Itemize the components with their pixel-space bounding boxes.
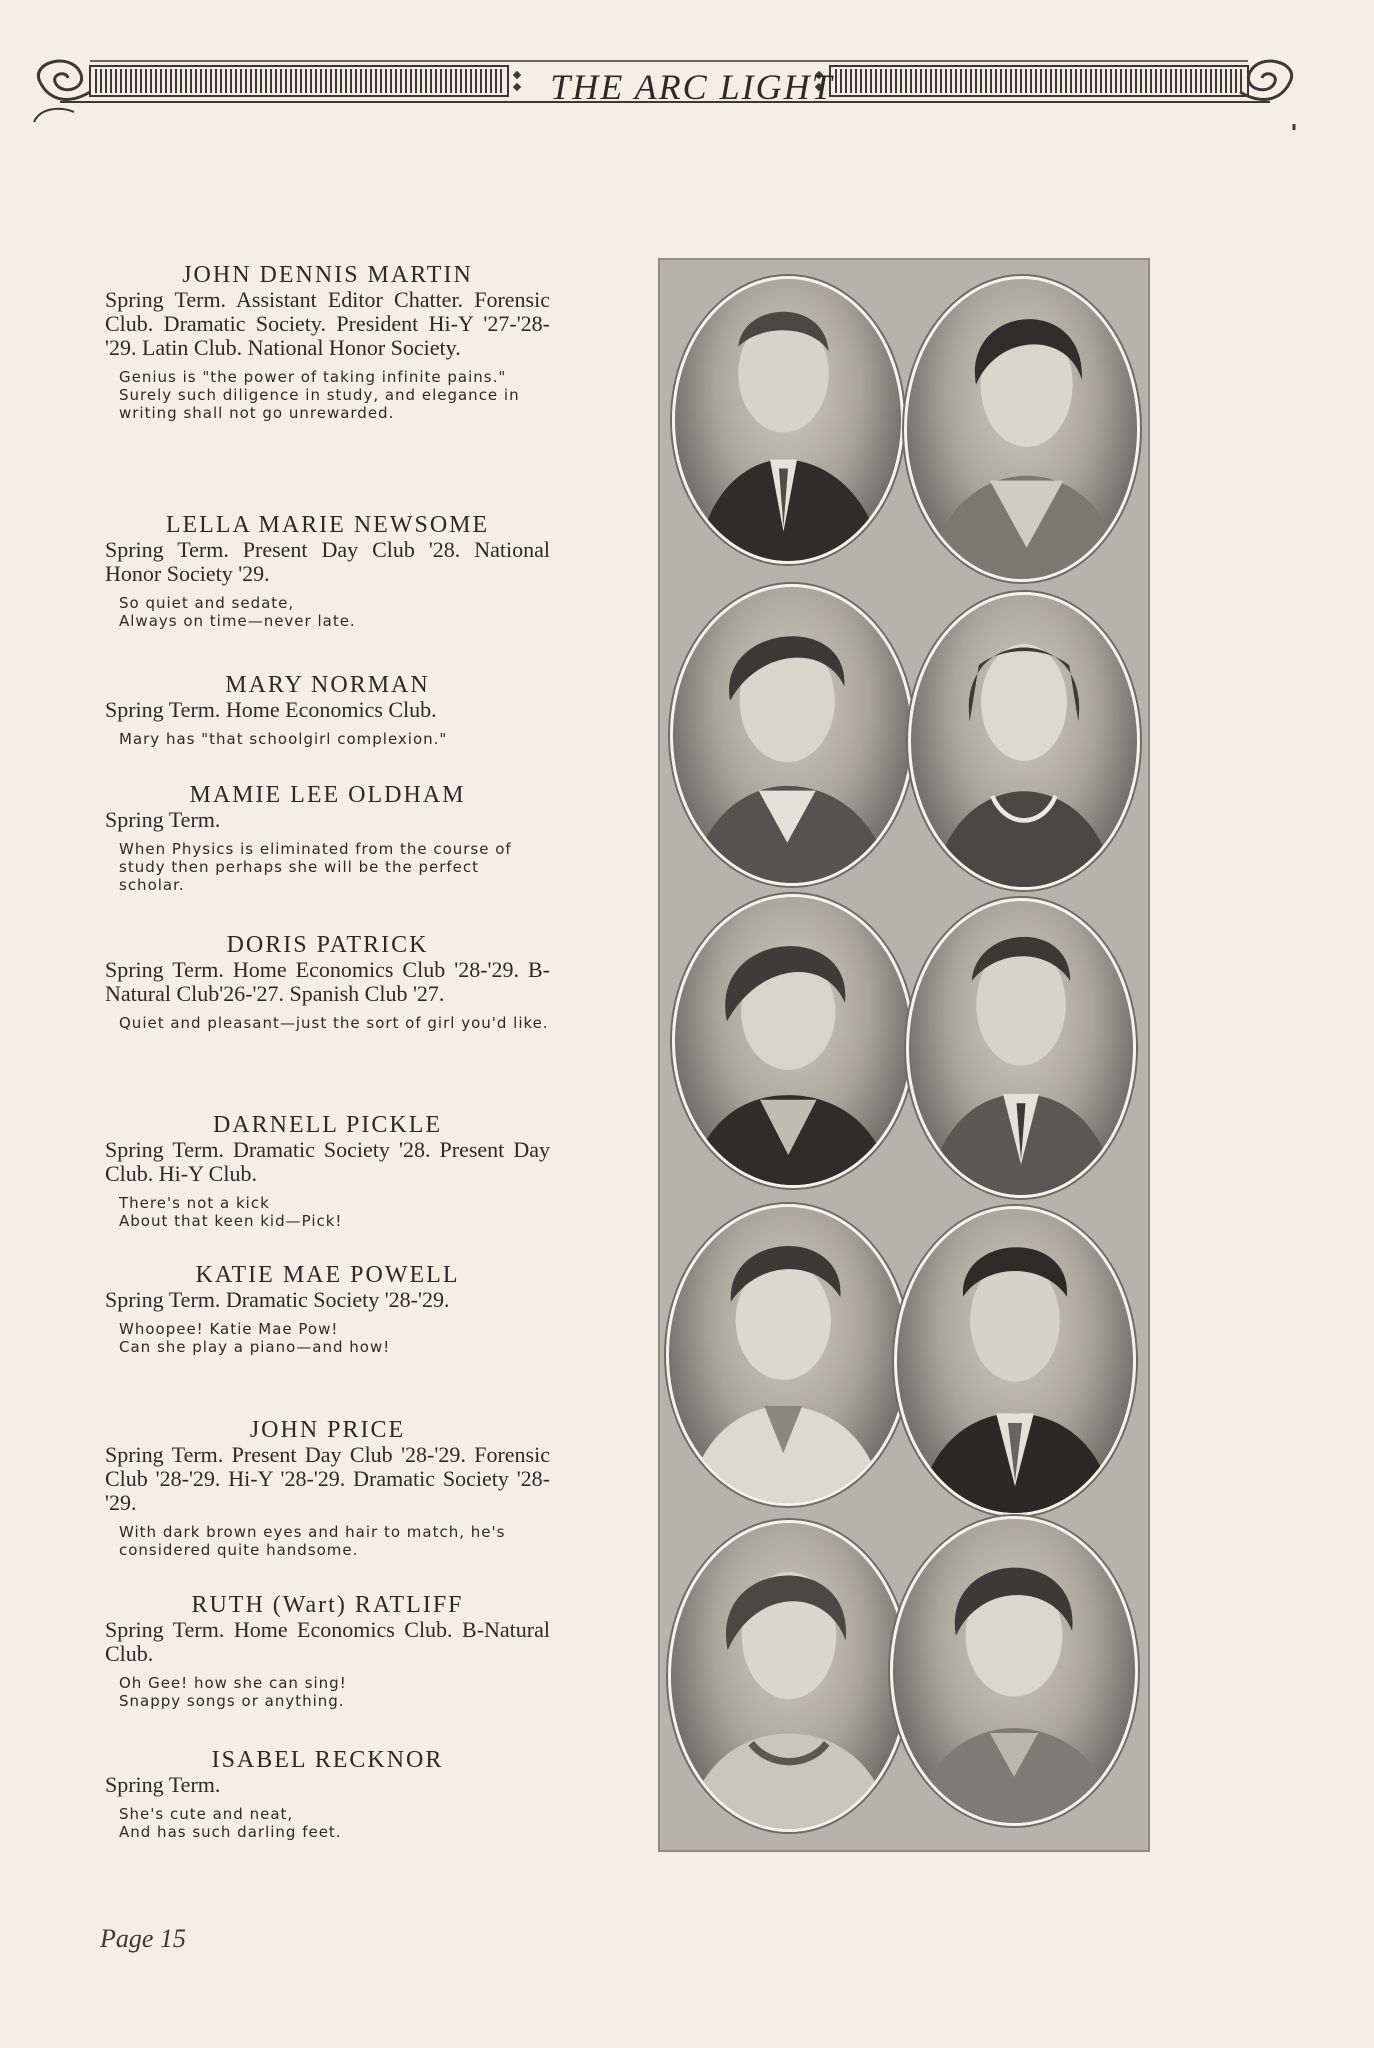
entry-name: KATIE MAE POWELL — [195, 1262, 460, 1288]
entry-name: ISABEL RECKNOR — [211, 1747, 444, 1773]
entry-name: DARNELL PICKLE — [212, 1112, 443, 1138]
portrait-silhouette — [671, 1523, 907, 1829]
portrait-silhouette — [675, 897, 911, 1185]
portrait-photo — [672, 894, 914, 1188]
page-header — [30, 52, 1300, 132]
portrait-photo — [666, 1204, 910, 1506]
entry-darnell-pickle — [105, 1112, 550, 1230]
entry-activities: Spring Term. — [105, 807, 221, 832]
portrait-silhouette — [907, 279, 1137, 579]
entry-isabel-recknor — [105, 1747, 550, 1841]
entry-name: JOHN PRICE — [249, 1417, 406, 1443]
entry-mamie-lee-oldham — [105, 782, 550, 894]
header-title: THE ARC LIGHT — [550, 67, 834, 107]
entry-activities: Spring Term. Present Day Club '28-'29. Forensic Club '28-'29. Hi-Y '28-'29. Dramatic Society '28-'29. — [105, 1442, 550, 1515]
entry-ruth-ratliff — [105, 1592, 550, 1710]
entry-quote: She's cute and neat, And has such darling feet. — [119, 1805, 342, 1841]
entry-name: LELLA MARIE NEWSOME — [165, 512, 490, 538]
portrait-photo — [906, 898, 1136, 1198]
entry-quote: Quiet and pleasant—just the sort of girl you'd like. — [119, 1014, 549, 1032]
entry-activities: Spring Term. Assistant Editor Chatter. Forensic Club. Dramatic Society. President Hi-Y '27-'28-'29. Latin Club. National Honor Society. — [105, 287, 550, 360]
entry-activities: Spring Term. Home Economics Club. B-Natural Club. — [105, 1617, 550, 1666]
entry-doris-patrick — [105, 932, 550, 1032]
entry-john-dennis-martin — [105, 262, 550, 422]
entry-name: MARY NORMAN — [225, 672, 430, 698]
portrait-photo — [668, 1520, 910, 1832]
portrait-silhouette — [675, 279, 901, 561]
portrait-photo — [672, 276, 904, 564]
entry-quote: When Physics is eliminated from the course of study then perhaps she will be the perfect scholar. — [119, 840, 512, 894]
entry-name: JOHN DENNIS MARTIN — [182, 262, 473, 288]
portrait-panel — [658, 258, 1150, 1852]
portrait-silhouette — [911, 595, 1137, 887]
entry-quote: Genius is "the power of taking infinite pains." Surely such diligence in study, and elegance in writing shall not go unrewarded. — [119, 368, 520, 422]
portrait-photo — [890, 1516, 1138, 1826]
entry-name: RUTH (Wart) RATLIFF — [191, 1592, 464, 1618]
portrait-photo — [904, 276, 1140, 582]
portrait-photo — [670, 584, 914, 886]
portrait-silhouette — [669, 1207, 907, 1503]
entry-john-price — [105, 1417, 550, 1559]
entry-katie-mae-powell — [105, 1262, 550, 1356]
entry-name: DORIS PATRICK — [226, 932, 429, 958]
portrait-silhouette — [897, 1209, 1133, 1513]
portrait-photo — [894, 1206, 1136, 1516]
portrait-silhouette — [893, 1519, 1135, 1823]
entry-quote: Whoopee! Katie Mae Pow! Can she play a piano—and how! — [119, 1320, 391, 1356]
entry-mary-norman — [105, 672, 550, 748]
page-number: Page 15 — [100, 1924, 186, 1953]
portrait-silhouette — [909, 901, 1133, 1195]
entry-quote: Mary has "that schoolgirl complexion." — [119, 730, 448, 748]
entry-quote: There's not a kick About that keen kid—Pick! — [119, 1194, 343, 1230]
entry-quote: So quiet and sedate, Always on time—never late. — [119, 594, 356, 630]
entry-activities: Spring Term. Present Day Club '28. National Honor Society '29. — [105, 537, 550, 586]
entry-activities: Spring Term. Home Economics Club. — [105, 697, 437, 722]
entry-activities: Spring Term. — [105, 1772, 221, 1797]
portrait-photo — [908, 592, 1140, 890]
entry-lella-marie-newsome — [105, 512, 550, 630]
entry-activities: Spring Term. Dramatic Society '28-'29. — [105, 1287, 450, 1312]
entry-activities: Spring Term. Dramatic Society '28. Present Day Club. Hi-Y Club. — [105, 1137, 550, 1186]
entry-activities: Spring Term. Home Economics Club '28-'29. B-Natural Club'26-'27. Spanish Club '27. — [105, 957, 550, 1006]
entry-quote: Oh Gee! how she can sing! Snappy songs or anything. — [119, 1674, 347, 1710]
portrait-silhouette — [673, 587, 911, 883]
entry-quote: With dark brown eyes and hair to match, he's considered quite handsome. — [119, 1523, 506, 1559]
entry-name: MAMIE LEE OLDHAM — [189, 782, 466, 808]
